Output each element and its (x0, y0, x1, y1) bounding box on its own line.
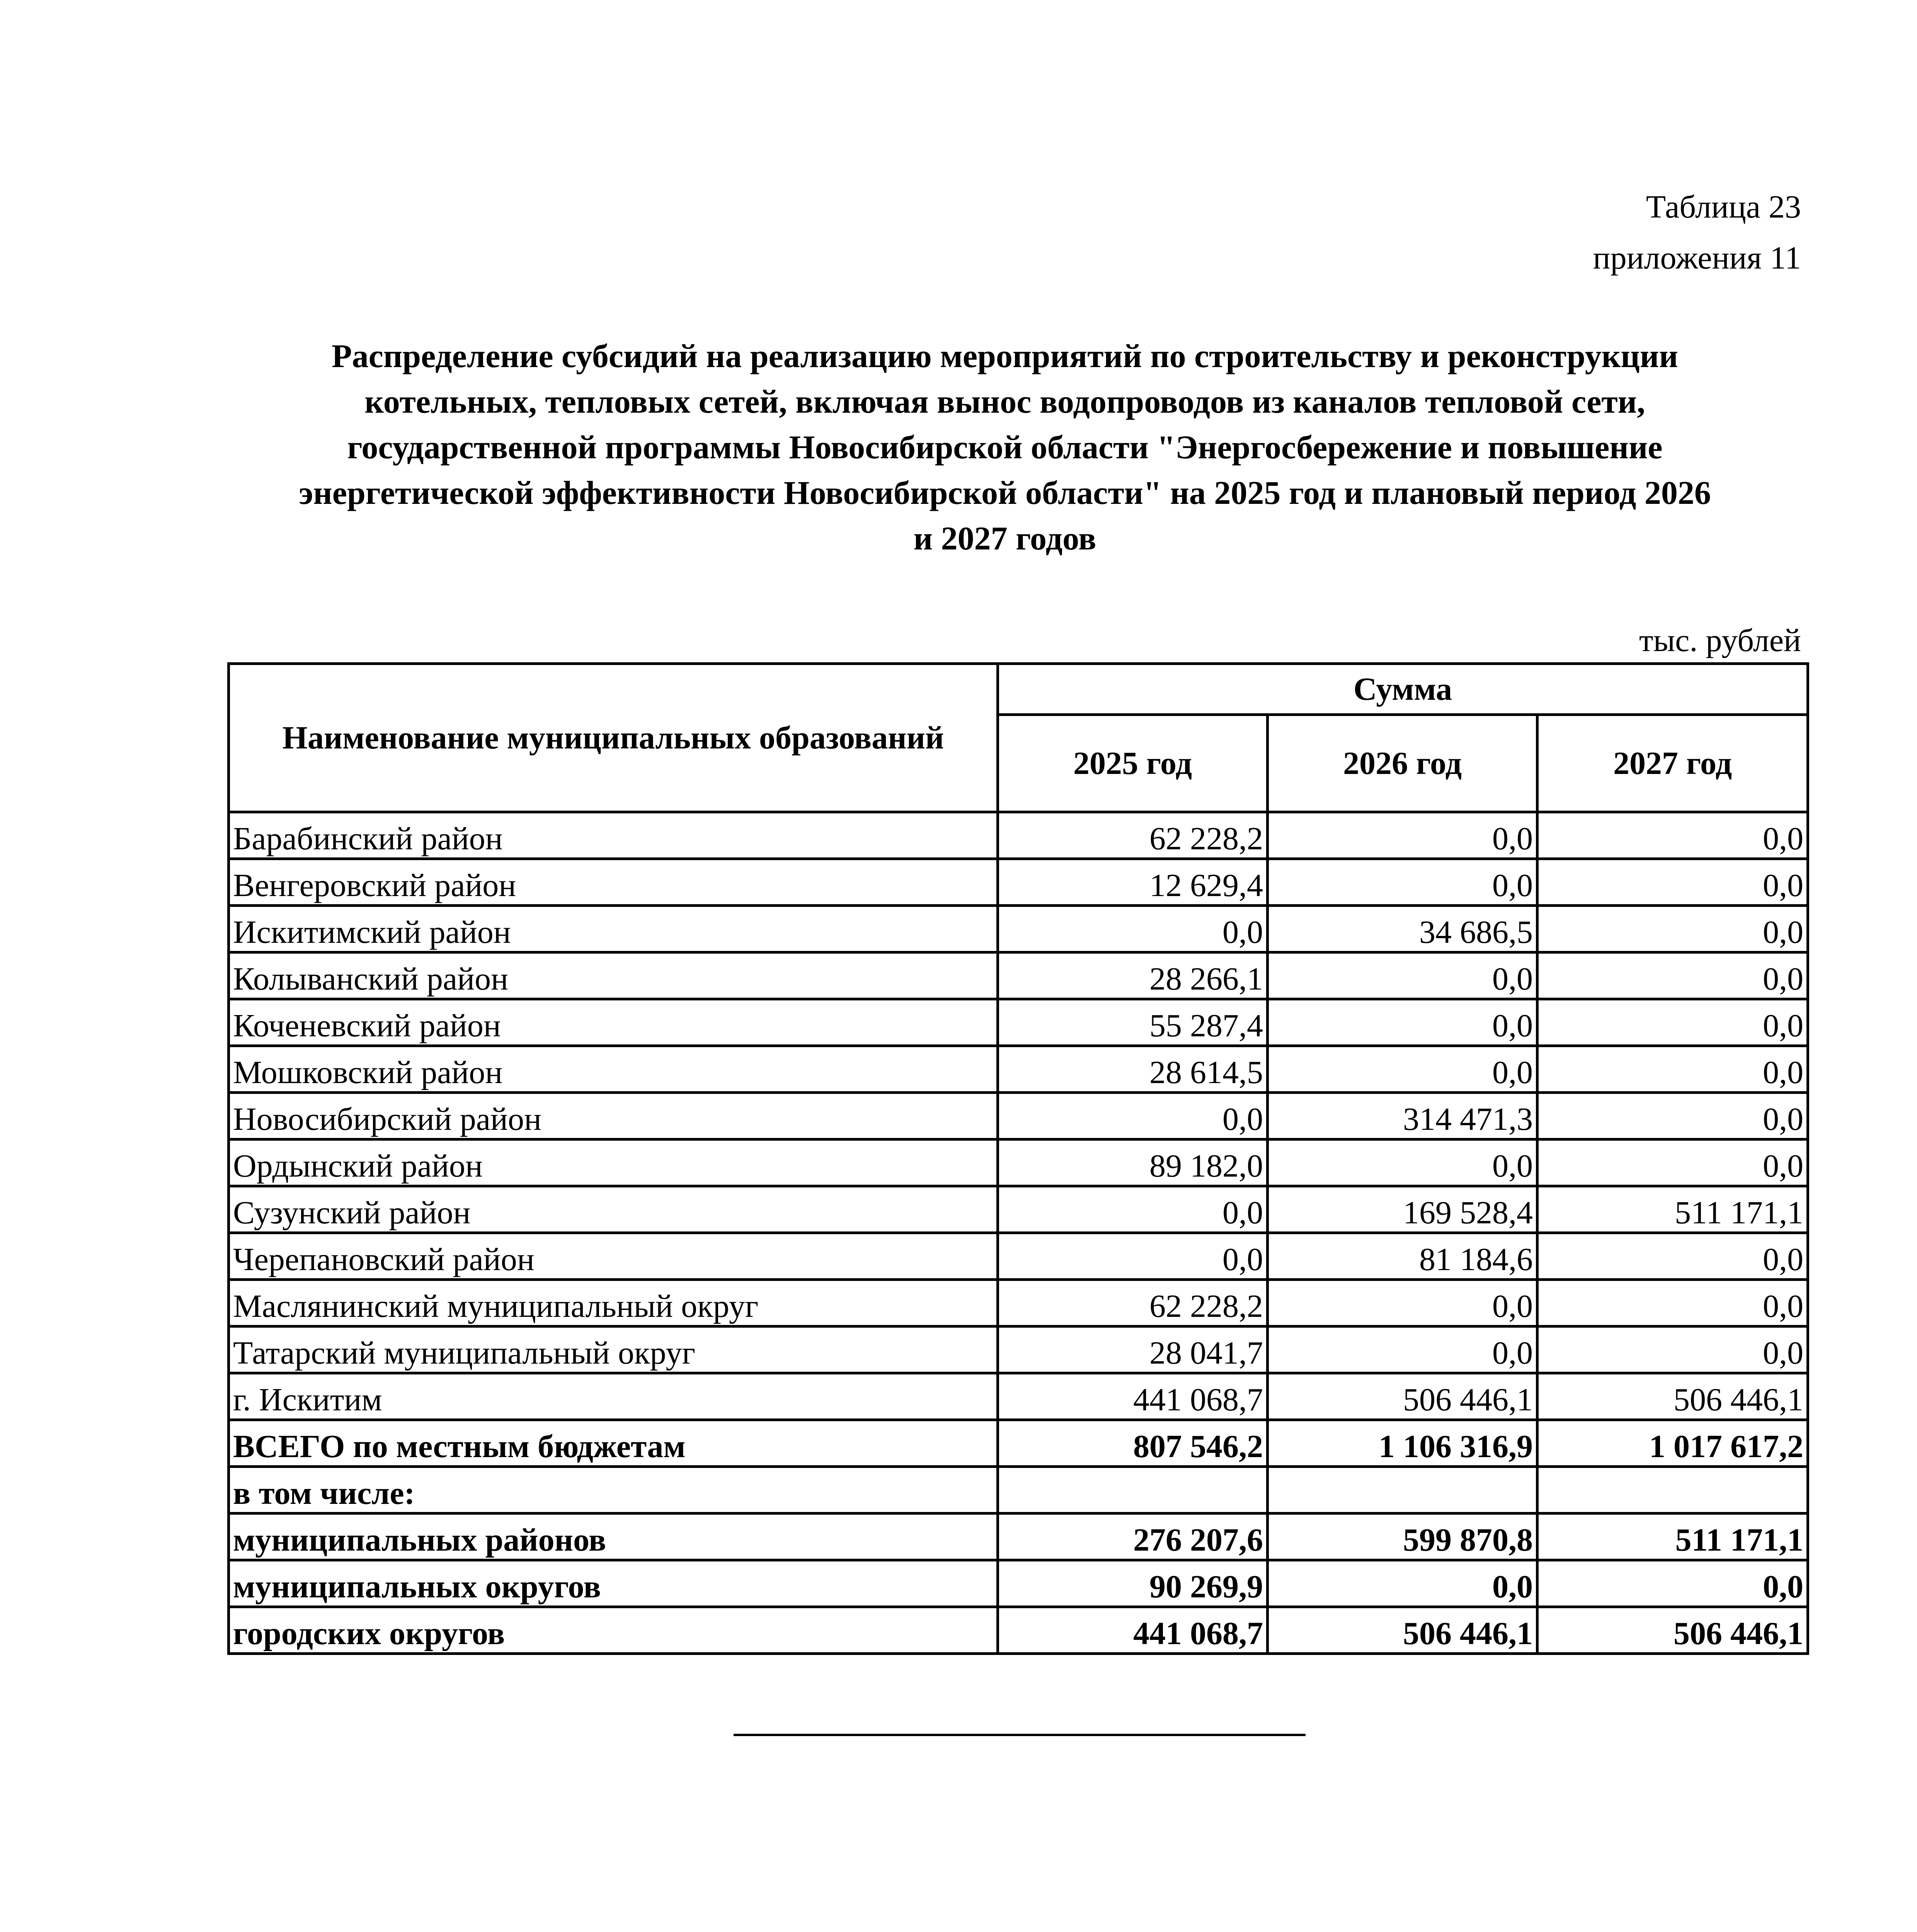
title-line: государственной программы Новосибирской области "Энергосбережение и повышение (347, 429, 1663, 466)
table-row (229, 1514, 1808, 1560)
amount-2027: 511 171,1 (1537, 1186, 1808, 1233)
table-row (229, 1046, 1808, 1093)
amount-2025: 28 041,7 (998, 1327, 1268, 1373)
amount-2026: 506 446,1 (1268, 1607, 1537, 1654)
municipality-name: муниципальных районов (229, 1514, 998, 1560)
amount-2026: 0,0 (1268, 1046, 1537, 1093)
amount-2026: 314 471,3 (1268, 1093, 1537, 1139)
amount-2027: 506 446,1 (1537, 1607, 1808, 1654)
municipality-name: Искитимский район (229, 906, 998, 952)
municipality-name: Ордынский район (229, 1139, 998, 1186)
amount-2026: 0,0 (1268, 812, 1537, 859)
amount-2027: 0,0 (1537, 1280, 1808, 1327)
amount-2025: 89 182,0 (998, 1139, 1268, 1186)
amount-2026: 81 184,6 (1268, 1233, 1537, 1280)
municipality-name: Сузунский район (229, 1186, 998, 1233)
amount-2027 (1537, 1467, 1808, 1514)
amount-2025 (998, 1467, 1268, 1514)
amount-2026: 0,0 (1268, 1280, 1537, 1327)
amount-2026: 34 686,5 (1268, 906, 1537, 952)
municipality-name: Колыванский район (229, 952, 998, 999)
table-row (229, 1280, 1808, 1327)
amount-2027: 0,0 (1537, 906, 1808, 952)
table-number-label: Таблица 23 (1646, 189, 1801, 225)
amount-2027: 0,0 (1537, 1093, 1808, 1139)
table-row (229, 906, 1808, 952)
title-line: котельных, тепловых сетей, включая вынос водопроводов из каналов тепловой сети, (364, 383, 1645, 420)
table-row (229, 859, 1808, 906)
header-year-2026: 2026 год (1268, 715, 1537, 812)
amount-2026: 0,0 (1268, 1139, 1537, 1186)
amount-2027: 1 017 617,2 (1537, 1420, 1808, 1467)
table-body (229, 812, 1808, 1654)
amount-2026: 0,0 (1268, 859, 1537, 906)
title-line: Распределение субсидий на реализацию мероприятий по строительству и реконструкции (332, 337, 1678, 374)
amount-2027: 0,0 (1537, 952, 1808, 999)
end-rule (734, 1734, 1306, 1736)
table-row (229, 1233, 1808, 1280)
amount-2027: 511 171,1 (1537, 1514, 1808, 1560)
amount-2026: 169 528,4 (1268, 1186, 1537, 1233)
document-title (216, 333, 1793, 561)
header-sum: Сумма (998, 664, 1808, 715)
header-year-2025: 2025 год (998, 715, 1268, 812)
table-row (229, 1093, 1808, 1139)
amount-2026: 0,0 (1268, 952, 1537, 999)
table-row (229, 1607, 1808, 1654)
table-row (229, 1139, 1808, 1186)
amount-2027: 0,0 (1537, 1233, 1808, 1280)
table-row (229, 1560, 1808, 1607)
municipality-name: городских округов (229, 1607, 998, 1654)
appendix-label: приложения 11 (1593, 240, 1801, 276)
amount-2025: 90 269,9 (998, 1560, 1268, 1607)
header-municipality: Наименование муниципальных образований (229, 664, 998, 812)
header-year-2027: 2027 год (1537, 715, 1808, 812)
amount-2025: 62 228,2 (998, 812, 1268, 859)
amount-2025: 0,0 (998, 906, 1268, 952)
table-row (229, 1420, 1808, 1467)
municipality-name: г. Искитим (229, 1373, 998, 1420)
amount-2027: 0,0 (1537, 1139, 1808, 1186)
subsidy-table (227, 662, 1809, 1655)
amount-2026: 1 106 316,9 (1268, 1420, 1537, 1467)
title-line: энергетической эффективности Новосибирской области" на 2025 год и плановый период 2026 (299, 474, 1711, 511)
municipality-name: Черепановский район (229, 1233, 998, 1280)
municipality-name: муниципальных округов (229, 1560, 998, 1607)
table-row (229, 1373, 1808, 1420)
amount-2026: 506 446,1 (1268, 1373, 1537, 1420)
amount-2025: 28 614,5 (998, 1046, 1268, 1093)
amount-2025: 441 068,7 (998, 1373, 1268, 1420)
table-row (229, 1327, 1808, 1373)
table-row (229, 999, 1808, 1046)
amount-2025: 55 287,4 (998, 999, 1268, 1046)
municipality-name: Новосибирский район (229, 1093, 998, 1139)
amount-2027: 0,0 (1537, 999, 1808, 1046)
amount-2027: 0,0 (1537, 1560, 1808, 1607)
municipality-name: Барабинский район (229, 812, 998, 859)
amount-2027: 0,0 (1537, 1046, 1808, 1093)
table-row (229, 952, 1808, 999)
municipality-name: Коченевский район (229, 999, 998, 1046)
amount-2027: 506 446,1 (1537, 1373, 1808, 1420)
municipality-name: Мошковский район (229, 1046, 998, 1093)
units-label: тыс. рублей (1639, 622, 1801, 658)
table-row (229, 812, 1808, 859)
table-row (229, 1186, 1808, 1233)
table-row (229, 1467, 1808, 1514)
amount-2026 (1268, 1467, 1537, 1514)
amount-2025: 62 228,2 (998, 1280, 1268, 1327)
amount-2027: 0,0 (1537, 859, 1808, 906)
amount-2026: 599 870,8 (1268, 1514, 1537, 1560)
municipality-name: в том числе: (229, 1467, 998, 1514)
amount-2025: 0,0 (998, 1233, 1268, 1280)
amount-2025: 807 546,2 (998, 1420, 1268, 1467)
municipality-name: Татарский муниципальный округ (229, 1327, 998, 1373)
amount-2025: 12 629,4 (998, 859, 1268, 906)
amount-2026: 0,0 (1268, 999, 1537, 1046)
amount-2027: 0,0 (1537, 1327, 1808, 1373)
amount-2025: 276 207,6 (998, 1514, 1268, 1560)
municipality-name: ВСЕГО по местным бюджетам (229, 1420, 998, 1467)
title-line: и 2027 годов (913, 520, 1096, 557)
amount-2026: 0,0 (1268, 1327, 1537, 1373)
amount-2025: 0,0 (998, 1186, 1268, 1233)
amount-2026: 0,0 (1268, 1560, 1537, 1607)
municipality-name: Венгеровский район (229, 859, 998, 906)
amount-2025: 0,0 (998, 1093, 1268, 1139)
amount-2025: 441 068,7 (998, 1607, 1268, 1654)
amount-2025: 28 266,1 (998, 952, 1268, 999)
amount-2027: 0,0 (1537, 812, 1808, 859)
municipality-name: Маслянинский муниципальный округ (229, 1280, 998, 1327)
